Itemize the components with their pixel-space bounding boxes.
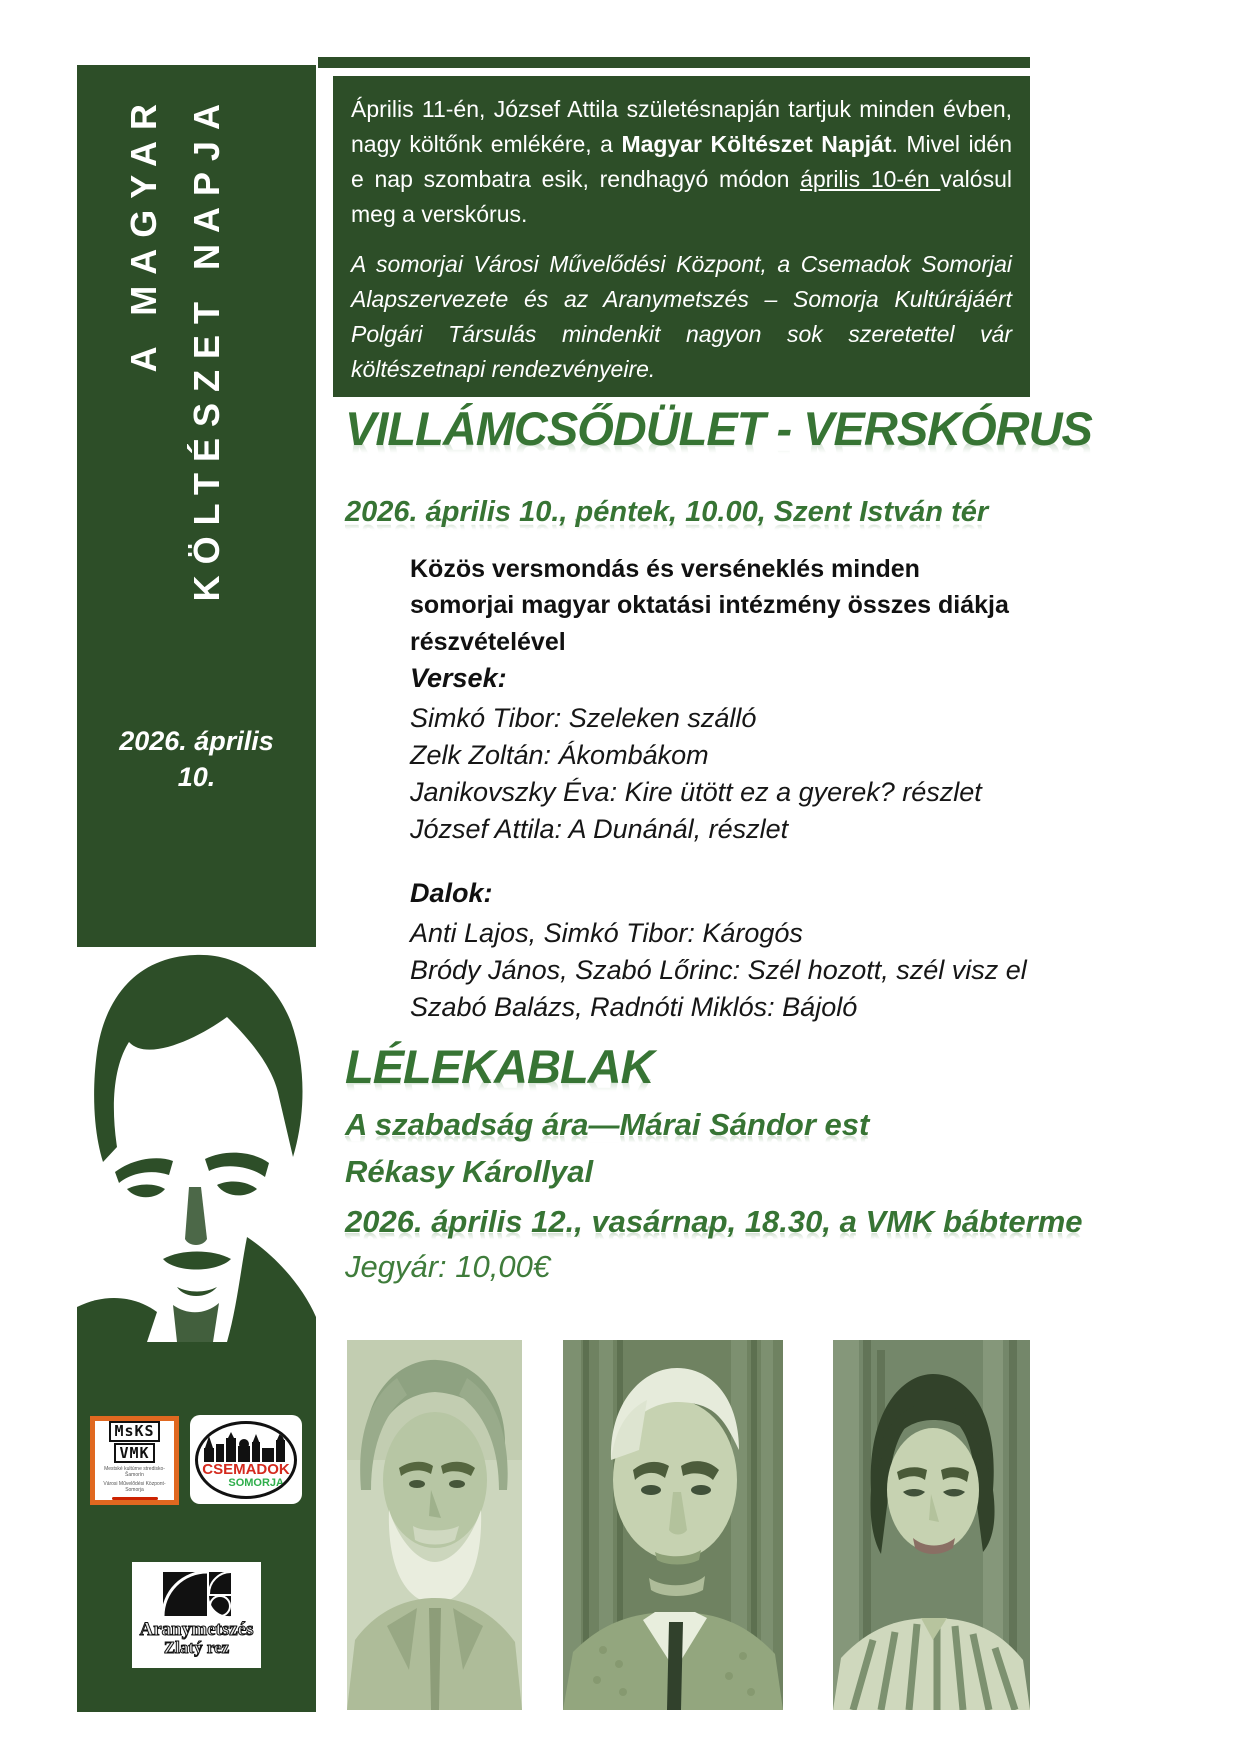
- csemadok-somorja-text: SOMORJA: [228, 1477, 284, 1490]
- msks-logo-smalltext2: Városi Művelődési Központ-Somorja: [103, 1481, 166, 1493]
- csemadok-oval: [195, 1421, 297, 1499]
- dalok-item: Szabó Balázs, Radnóti Miklós: Bájoló: [410, 992, 858, 1022]
- event2-subtitle: A szabadság ára—Márai Sándor est: [345, 1107, 870, 1142]
- intro-p1-text3: valósul meg a verskórus.: [351, 165, 1012, 227]
- dalok-label: Dalok:: [410, 878, 493, 908]
- intro-p1-underline: április 10-én: [800, 165, 941, 192]
- intro-paragraph-1: [351, 92, 1012, 232]
- versek-label: Versek:: [410, 663, 507, 693]
- jozsef-attila-portrait-icon: [77, 947, 316, 1342]
- versek-item: Simkó Tibor: Szeleken szálló: [410, 703, 757, 733]
- event2-datetime: 2026. április 12., vasárnap, 18.30, a VMK bábterme: [345, 1204, 1083, 1239]
- intro-text-box: [333, 76, 1030, 397]
- dalok-list: [410, 915, 1027, 1026]
- vertical-poster-title: [121, 93, 229, 601]
- versek-item: József Attila: A Dunánál, részlet: [410, 814, 789, 844]
- versek-item: Zelk Zoltán: Ákombákom: [410, 740, 709, 770]
- top-green-bar: [318, 57, 1030, 68]
- msks-logo-text2: VMK: [114, 1443, 154, 1464]
- event1-datetime: 2026. április 10., péntek, 10.00, Szent István tér: [345, 496, 989, 528]
- msks-logo-text1: MsKS: [109, 1421, 159, 1442]
- dalok-item: Bródy János, Szabó Lőrinc: Szél hozott, szél visz el: [410, 955, 1027, 985]
- portrait-photo-2: [563, 1340, 783, 1710]
- intro-paragraph-2: A somorjai Városi Művelődési Központ, a Csemadok Somorjai Alapszervezete és az Aranymetszés – Somorja Kultúrájáért Polgári Társulás mindenkit nagyon sok szeretettel vár költészetnapi rendezvényeire.: [351, 250, 1012, 382]
- portrait-photo-3: [833, 1340, 1030, 1710]
- csemadok-somorja-logo: [190, 1415, 302, 1504]
- zlaty-rez-text: Zlatý rez: [163, 1638, 230, 1657]
- msks-logo-smalltext1: Mestské kultúrne stredisko-Šamorín: [104, 1466, 165, 1478]
- versek-list: [410, 700, 982, 848]
- golden-ratio-icon: [161, 1570, 233, 1618]
- vertical-title-line1: A MAGYAR: [123, 93, 164, 373]
- versek-item: Janikovszky Éva: Kire ütött ez a gyerek? részlet: [410, 777, 982, 807]
- event1-title: VILLÁMCSŐDÜLET - VERSKÓRUS: [345, 402, 1092, 455]
- msks-vmk-logo: [90, 1416, 179, 1505]
- intro-p1-text: Április 11-én, József Attila születésnapján tartjuk minden évben, nagy költőnk emlékére, a: [351, 96, 1012, 157]
- csemadok-logo-text: CSEMADOK: [202, 1461, 290, 1479]
- aranymetszes-logo: [132, 1562, 261, 1668]
- intro-p1-bold: Magyar Költészet Napját: [621, 130, 892, 157]
- msks-logo-url-line: [112, 1497, 158, 1500]
- vertical-title-line2: KÖLTÉSZET NAPJA: [186, 93, 227, 602]
- aranymetszes-text: Aranymetszés: [139, 1619, 254, 1640]
- event2-ticket-price: Jegyár: 10,00€: [345, 1249, 551, 1284]
- sidebar-green-panel: [77, 65, 316, 947]
- dalok-item: Anti Lajos, Simkó Tibor: Károgós: [410, 918, 803, 948]
- sidebar-date: [77, 723, 316, 796]
- sidebar-logo-panel: [77, 1342, 316, 1712]
- event2-performer: Rékasy Károllyal: [345, 1154, 594, 1189]
- event2-title: LÉLEKABLAK: [345, 1040, 654, 1093]
- sidebar-date-line1: 2026. április: [119, 726, 274, 756]
- sidebar-date-line2: 10.: [177, 762, 216, 793]
- csemadok-skyline-icon: [200, 1432, 292, 1462]
- event1-description: Közös versmondás és verséneklés minden somorjai magyar oktatási intézmény összes diákja részvételével: [410, 555, 1009, 656]
- intro-p1-text2: . Mivel idén e nap szombatra esik, rendhagyó módon: [351, 130, 1012, 192]
- portrait-photo-1: [347, 1340, 522, 1710]
